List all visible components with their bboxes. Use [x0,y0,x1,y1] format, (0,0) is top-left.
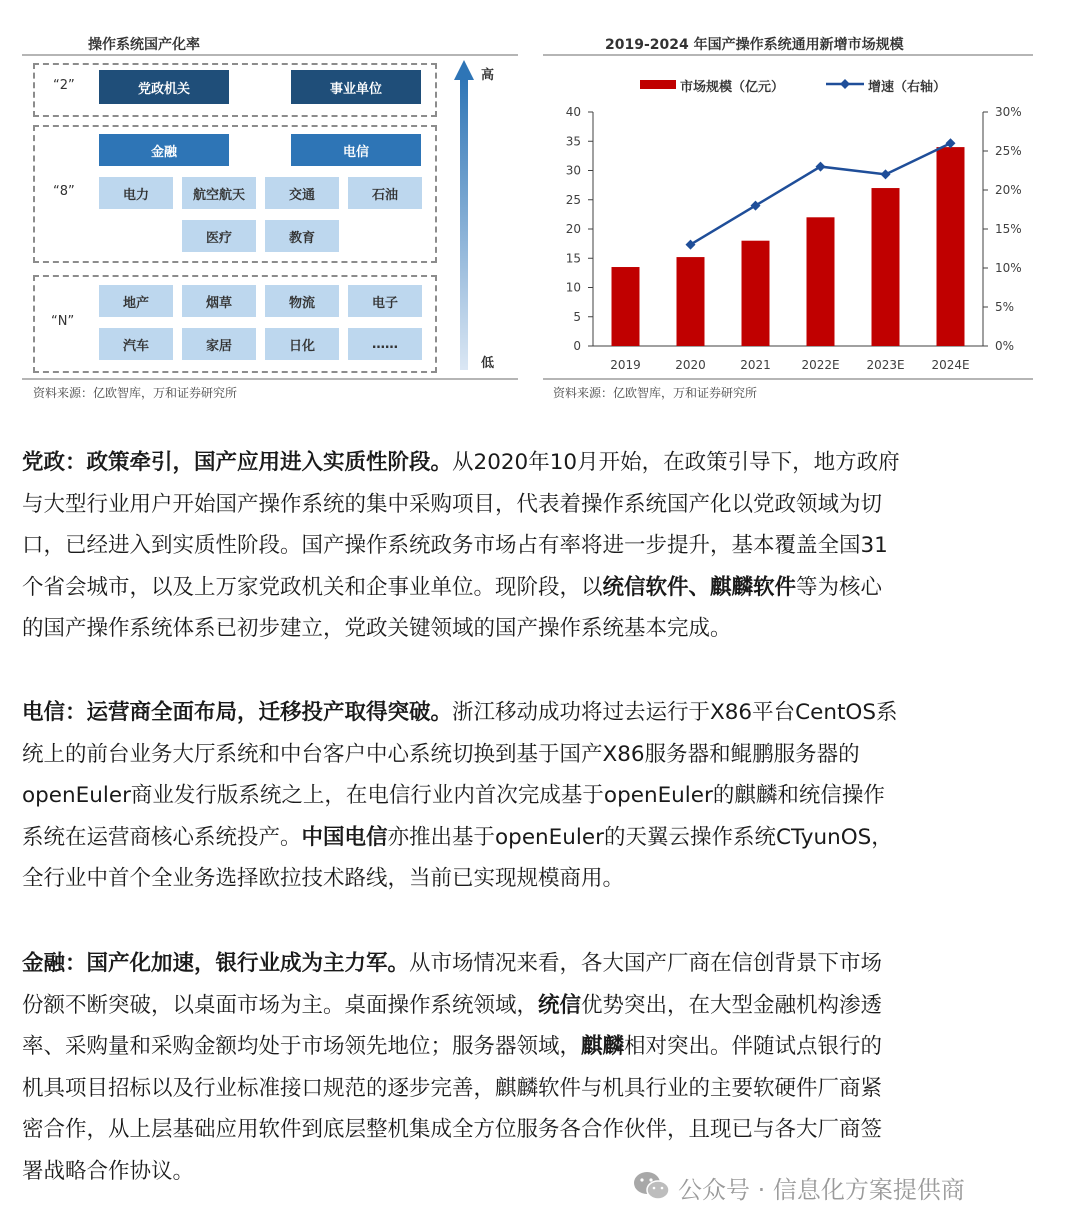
tier-2-label: “2” [53,78,75,93]
text-run: 统上的前台业务大厅系统和中台客户中心系统切换到基于国产X86服务器和鲲鹏服务器的 [22,741,860,767]
paragraph-line [22,1109,1042,1151]
y-tick-label-left: 20 [565,222,581,236]
y-tick-label-left: 30 [565,163,581,178]
text-run: 优势突出，在大型金融机构渗透 [581,992,883,1018]
x-tick-label: 2023E [866,358,905,372]
y-tick-label-left: 35 [565,134,581,149]
left-figure-title: 操作系统国产化率 [88,37,200,53]
tier-8-label: “8” [53,184,75,199]
paragraph-line [22,484,1042,526]
box-ellipsis: …… [348,328,422,360]
box-home-furnishing: 家居 [182,328,256,360]
box-real-estate: 地产 [99,285,173,317]
y-tick-label-right: 10% [995,261,1022,275]
x-tick-label: 2022E [801,358,840,372]
y-tick-label-left: 10 [565,280,581,295]
paragraph-line [22,817,1042,859]
y-tick-label-left: 15 [565,251,581,266]
x-tick-label: 2020 [675,358,706,372]
y-tick-label-right: 25% [995,144,1022,158]
paragraph-line [22,1026,1042,1068]
left-figure-title-rule [22,54,518,56]
box-tobacco: 烟草 [182,285,256,317]
bar-2022E [807,217,835,346]
y-tick-label-right: 0% [995,339,1015,353]
box-transport: 交通 [265,177,339,209]
y-tick-label-right: 5% [995,300,1015,314]
text-run: 系统在运营商核心系统投产。 [22,824,302,850]
bar-2021 [742,241,770,346]
paragraph-line [22,775,1042,817]
y-tick-label-right: 30% [995,105,1022,119]
box-public-institution: 事业单位 [291,70,421,104]
bold-text-run: 金融：国产化加速，银行业成为主力军。 [22,951,410,976]
market-size-chart [543,100,1033,380]
box-electronics: 电子 [348,285,422,317]
text-run: 相对突出。伴随试点银行的 [624,1034,883,1059]
text-run: 机具项目招标以及行业标准接口规范的逐步完善，麒麟软件与机具行业的主要软硬件厂商紧 [22,1075,883,1101]
text-run: 个省会城市，以及上万家党政机关和企事业单位。现阶段，以 [22,574,603,600]
box-power: 电力 [99,177,173,209]
y-tick-label-left: 40 [565,105,581,119]
legend-bar-swatch [640,80,676,89]
chart-bottom-rule [543,378,1033,380]
text-run: openEuler商业发行版系统之上，在电信行业内首次完成基于openEuler的麒麟和统信操作 [22,783,885,808]
y-tick-label-right: 20% [995,183,1022,197]
paragraph-finance [22,943,1042,1192]
paragraph-telecom [22,692,1042,900]
paragraph-line [22,1068,1042,1110]
text-run: 口，已经进入到实质性阶段。国产操作系统政务市场占有率将进一步提升，基本覆盖全国31 [22,533,888,558]
paragraph-line [22,858,1042,900]
y-tick-label-left: 25 [565,192,581,207]
paragraph-line [22,525,1042,567]
text-run: 浙江移动成功将过去运行于X86平台CentOS系 [452,700,898,725]
tier-n-label: “N” [51,314,75,329]
bold-text-run: 党政：政策牵引，国产应用进入实质性阶段。 [22,450,453,475]
legend-line-label: 增速（右轴） [868,80,947,95]
level-arrow-shaft [460,78,468,370]
bold-text-run: 中国电信 [301,824,388,850]
y-tick-label-right: 15% [995,222,1022,236]
watermark-text: 公众号 · 信息化方案提供商 [678,1176,965,1204]
bar-2020 [677,257,705,346]
text-run: 从市场情况来看，各大国产厂商在信创背景下市场 [409,951,883,976]
paragraph-line [22,442,1042,484]
bold-text-run: 统信 [538,992,582,1018]
wechat-icon [632,1170,672,1202]
box-daily-chemical: 日化 [265,328,339,360]
paragraph-line [22,608,1042,650]
text-run: 与大型行业用户开始国产操作系统的集中采购项目，代表着操作系统国产化以党政领域为切 [22,491,883,517]
left-figure-source: 资料来源：亿欧智库，万和证券研究所 [33,386,238,400]
left-figure-bottom-rule [22,378,518,380]
box-aerospace: 航空航天 [182,177,256,209]
paragraph-line [22,985,1042,1027]
text-run: 率、采购量和采购金额均处于市场领先地位；服务器领域， [22,1034,582,1059]
text-run: 份额不断突破，以桌面市场为主。桌面操作系统领域， [22,992,539,1018]
bold-text-run: 麒麟 [581,1034,625,1059]
text-run: 署战略合作协议。 [22,1158,195,1184]
text-run: 从2020年10月开始，在政策引导下，地方政府 [452,450,900,475]
box-telecom: 电信 [291,134,421,166]
paragraph-party-government [22,442,1042,650]
legend-line-swatch [826,78,864,90]
box-party-government: 党政机关 [99,70,229,104]
text-run: 的国产操作系统体系已初步建立，党政关键领域的国产操作系统基本完成。 [22,616,732,641]
box-finance: 金融 [99,134,229,166]
paragraph-line [22,692,1042,734]
text-run: 等为核心 [796,574,883,600]
box-petroleum: 石油 [348,177,422,209]
box-medical: 医疗 [182,220,256,252]
bar-2024E [937,147,965,346]
growth-point [946,138,956,148]
text-run: 亦推出基于openEuler的天翼云操作系统CTyunOS， [387,824,893,850]
box-logistics: 物流 [265,285,339,317]
x-tick-label: 2019 [610,358,641,372]
chart-title-rule [543,54,1033,56]
bold-text-run: 电信：运营商全面布局，迁移投产取得突破。 [22,700,453,725]
level-high-label: 高 [481,68,495,83]
chart-source: 资料来源：亿欧智库，万和证券研究所 [553,386,758,400]
bold-text-run: 统信软件、麒麟软件 [602,574,797,600]
level-arrow-head [454,60,474,80]
growth-point [881,169,891,179]
bar-2023E [872,188,900,346]
bar-2019 [612,267,640,346]
paragraph-line [22,943,1042,985]
text-run: 全行业中首个全业务选择欧拉技术路线，当前已实现规模商用。 [22,866,625,891]
paragraph-line [22,734,1042,776]
x-tick-label: 2021 [740,358,771,372]
x-tick-label: 2024E [931,358,970,372]
box-education: 教育 [265,220,339,252]
paragraph-line [22,567,1042,609]
box-automobile: 汽车 [99,328,173,360]
level-arrow [452,60,476,372]
y-tick-label-left: 5 [573,309,581,324]
text-run: 密合作，从上层基础应用软件到底层整机集成全方位服务各合作伙伴，且现已与各大厂商签 [22,1117,883,1142]
level-low-label: 低 [481,356,495,371]
y-tick-label-left: 0 [573,339,581,353]
legend-bar-label: 市场规模（亿元） [680,80,785,95]
chart-title: 2019-2024 年国产操作系统通用新增市场规模 [605,37,904,53]
